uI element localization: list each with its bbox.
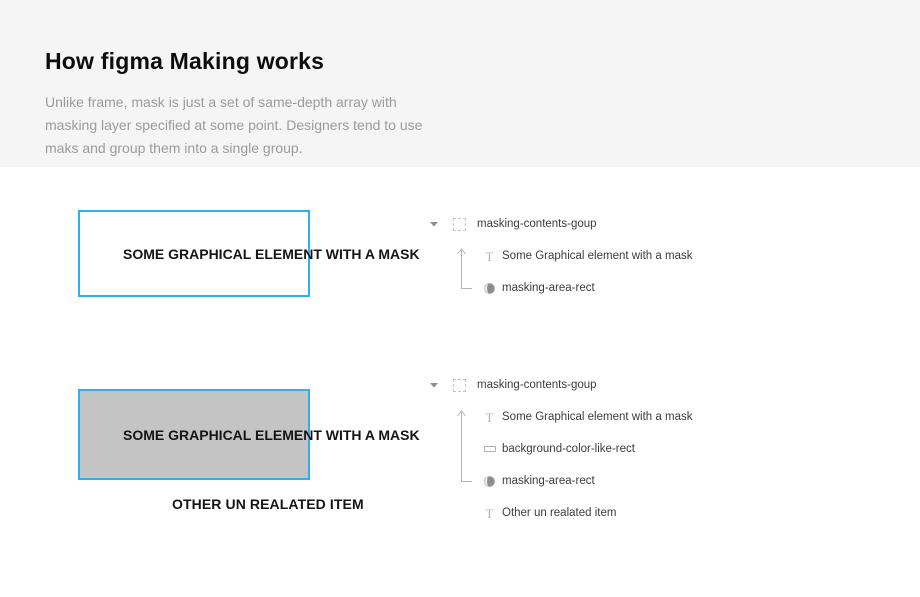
tree-row-text-layer [430, 401, 730, 433]
chevron-down-icon [430, 222, 453, 227]
page-header [0, 0, 920, 167]
layer-name: masking-area-rect [502, 475, 595, 487]
layers-tree-example-2 [430, 369, 730, 529]
group-icon [453, 379, 466, 392]
tree-row-rect-layer [430, 433, 730, 465]
text-icon [483, 507, 496, 520]
tree-row-text-layer [430, 240, 730, 272]
tree-row-unrelated-text-layer [430, 497, 730, 529]
text-icon [483, 411, 496, 424]
tree-row-group [430, 208, 730, 240]
masked-element-box-1 [78, 210, 420, 297]
masked-text: SOME GRAPHICAL ELEMENT WITH A MASK [123, 245, 420, 262]
unrelated-item-text: OTHER UN REALATED ITEM [172, 496, 364, 512]
group-icon [453, 218, 466, 231]
layer-name: masking-area-rect [502, 282, 595, 294]
description-line: maks and group them into a single group. [45, 140, 303, 156]
page-description [45, 91, 422, 160]
masked-element-box-2 [78, 389, 420, 480]
tree-row-mask-layer [430, 465, 730, 497]
svg-text:T: T [485, 506, 494, 521]
rectangle-icon [483, 443, 496, 456]
mask-icon [483, 282, 496, 295]
description-line: masking layer specified at some point. Designers tend to use [45, 117, 423, 133]
svg-text:T: T [485, 249, 494, 264]
description-line: Unlike frame, mask is just a set of same-depth array with [45, 94, 397, 110]
text-icon [483, 250, 496, 263]
tree-row-group [430, 369, 730, 401]
layer-name: masking-contents-goup [477, 218, 597, 230]
tree-row-mask-layer [430, 272, 730, 304]
mask-icon [483, 475, 496, 488]
layer-name: Some Graphical element with a mask [502, 411, 693, 423]
svg-text:T: T [485, 410, 494, 425]
layer-name: masking-contents-goup [477, 379, 597, 391]
chevron-down-icon [430, 383, 453, 388]
layer-name: background-color-like-rect [502, 443, 635, 455]
page-title: How figma Making works [45, 48, 325, 74]
masked-text: SOME GRAPHICAL ELEMENT WITH A MASK [123, 426, 420, 443]
layer-name: Other un realated item [502, 507, 617, 519]
layer-name: Some Graphical element with a mask [502, 250, 693, 262]
layers-tree-example-1 [430, 208, 730, 304]
